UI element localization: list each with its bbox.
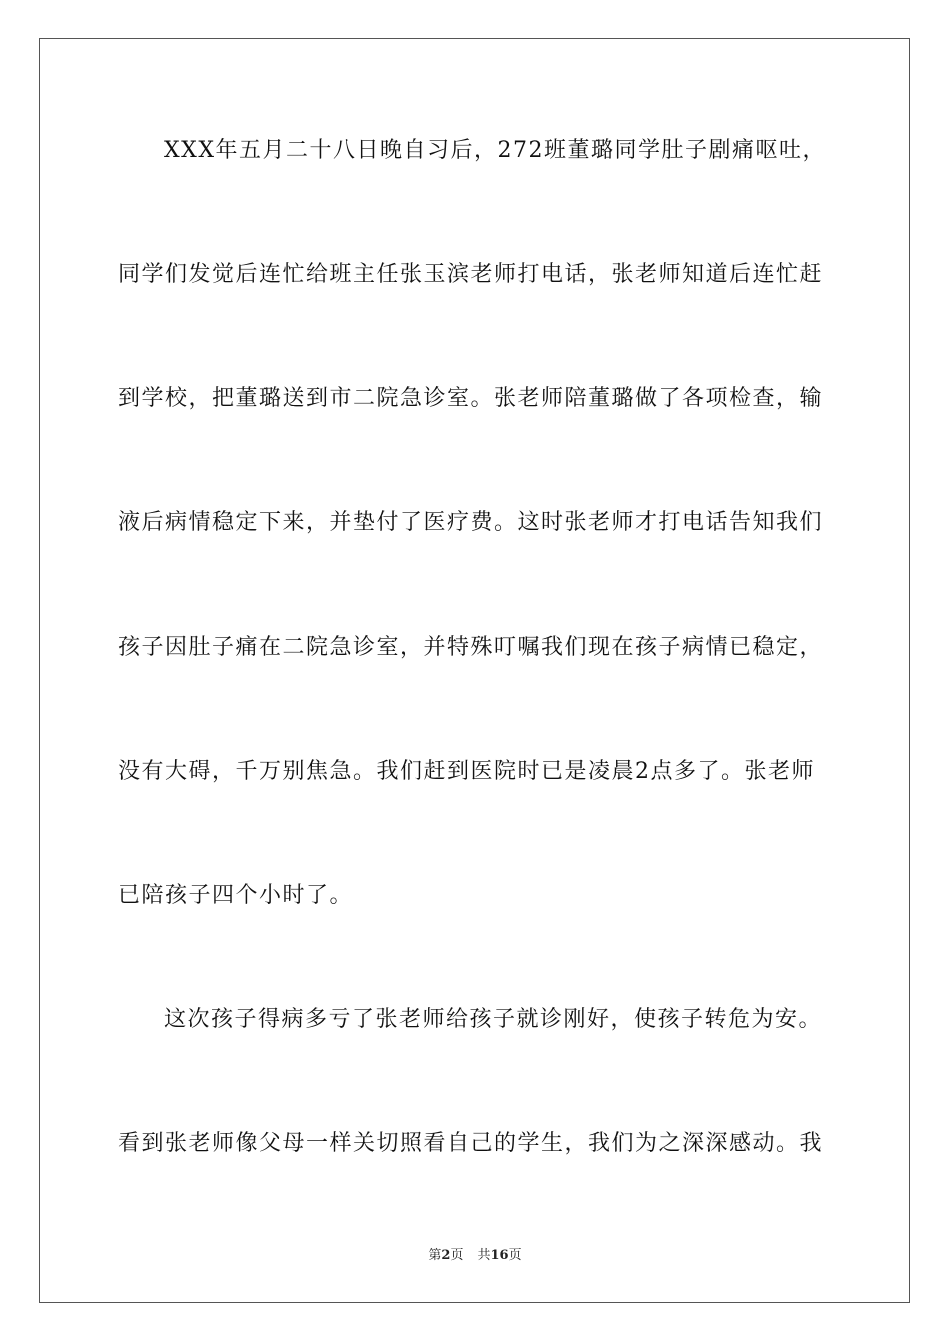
body-text-line: 这次孩子得病多亏了张老师给孩子就诊刚好，使孩子转危为安。	[164, 1007, 823, 1032]
total-pages: 16	[490, 1248, 509, 1263]
page-number: 2	[441, 1248, 451, 1263]
body-text-line: 同学们发觉后连忙给班主任张玉滨老师打电话，张老师知道后连忙赶	[118, 262, 824, 287]
total-suffix: 页	[508, 1248, 522, 1263]
body-text-line: 孩子因肚子痛在二院急诊室，并特殊叮嘱我们现在孩子病情已稳定，	[118, 635, 824, 660]
page-suffix: 页	[450, 1248, 464, 1263]
body-text-line: 没有大碍，千万别焦急。我们赶到医院时已是凌晨2点多了。张老师	[118, 759, 815, 784]
body-text-line: 液后病情稳定下来，并垫付了医疗费。这时张老师才打电话告知我们	[118, 510, 824, 535]
body-text-line: 到学校，把董璐送到市二院急诊室。张老师陪董璐做了各项检查，输	[118, 386, 824, 411]
page-footer	[0, 1247, 950, 1265]
page-border	[39, 38, 910, 1303]
total-prefix: 共	[477, 1248, 491, 1263]
body-text-line: 已陪孩子四个小时了。	[118, 883, 354, 908]
page-prefix: 第	[428, 1248, 442, 1263]
body-text-line: 看到张老师像父母一样关切照看自己的学生，我们为之深深感动。我	[118, 1131, 824, 1156]
body-text-line: XXX年五月二十八日晚自习后，272班董璐同学肚子剧痛呕吐，	[164, 138, 826, 163]
